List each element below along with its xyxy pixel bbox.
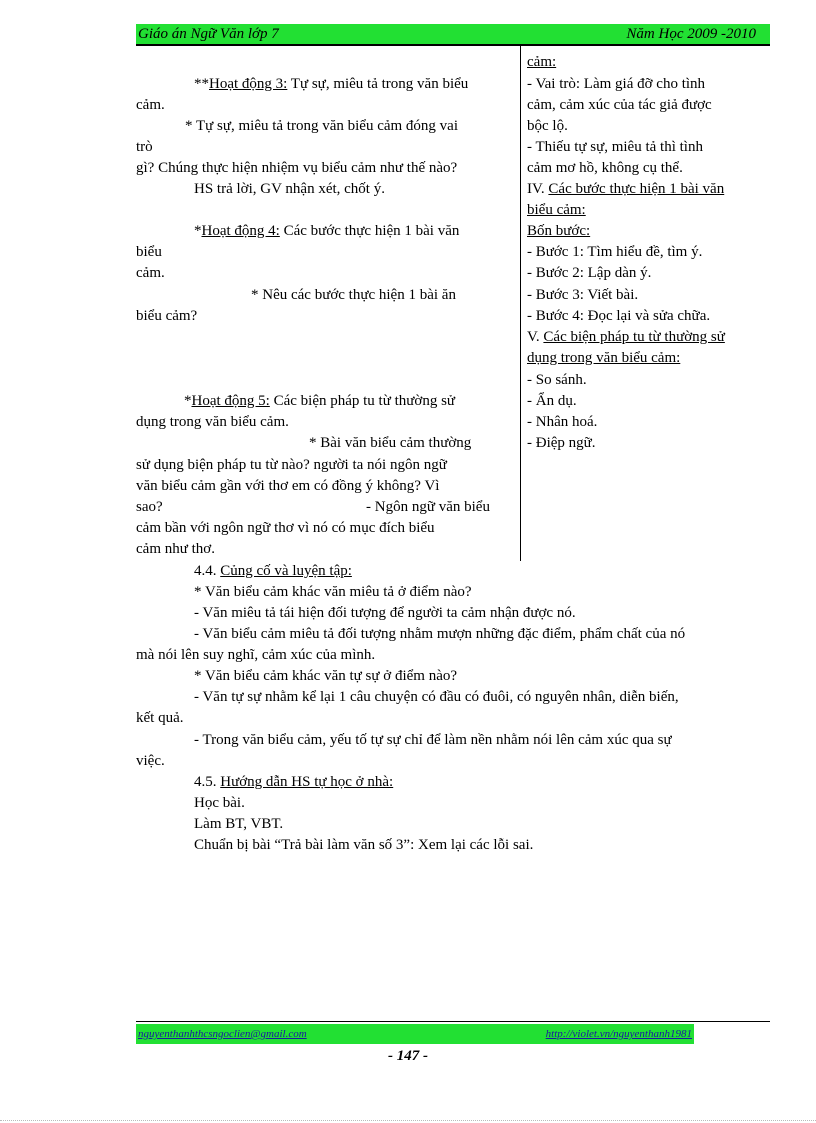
body-text-line: Làm BT, VBT. xyxy=(194,816,284,832)
left-text-line: cảm bần với ngôn ngữ thơ vì nó có mục đích biểu xyxy=(136,520,435,536)
right-text-line: - Bước 2: Lập dàn ý. xyxy=(527,265,652,281)
left-text-line: HS trả lời, GV nhận xét, chốt ý. xyxy=(194,181,385,197)
page-bottom-divider xyxy=(0,1120,816,1121)
right-text-line: - Ẩn dụ. xyxy=(527,393,577,409)
body-text-line: Chuẩn bị bài “Trả bài làm văn số 3”: Xem lại các lỗi sai. xyxy=(194,837,534,853)
body-text-line: kết quả. xyxy=(136,710,184,726)
column-divider xyxy=(520,46,521,561)
right-text-line: Bốn bước: xyxy=(527,223,591,239)
left-text-line: sao? xyxy=(136,499,163,515)
activity-4-heading: *Hoạt động 4: Các bước thực hiện 1 bài văn xyxy=(194,223,460,239)
left-text-line: sử dụng biện pháp tu từ nào? người ta nói ngôn ngữ xyxy=(136,457,447,473)
body-text-line: Học bài. xyxy=(194,795,245,811)
left-text-line: cảm. xyxy=(136,97,165,113)
right-text-line: cảm, cảm xúc của tác giả được xyxy=(527,97,712,113)
section-4-5-heading: 4.5. Hướng dẫn HS tự học ở nhà: xyxy=(194,774,394,790)
activity-5-heading: *Hoạt động 5: Các biện pháp tu từ thường sử xyxy=(184,393,456,409)
page-number: - 147 - xyxy=(388,1048,428,1064)
right-text-line: - Bước 4: Đọc lại và sửa chữa. xyxy=(527,308,711,324)
section-iv-heading: IV. Các bước thực hiện 1 bài văn xyxy=(527,181,725,197)
body-text-line: - Văn tự sự nhằm kể lại 1 câu chuyện có đầu có đuôi, có nguyên nhân, diễn biến, xyxy=(194,689,679,705)
body-text-line: * Văn biểu cảm khác văn miêu tả ở điểm nào? xyxy=(194,584,472,600)
footer-rule xyxy=(136,1021,770,1022)
left-text-line: biểu cảm? xyxy=(136,308,198,324)
left-text-line: trò xyxy=(136,139,153,155)
header-year: Năm Học 2009 -2010 xyxy=(626,26,756,42)
left-text-line: * Tự sự, miêu tả trong văn biểu cảm đóng vai xyxy=(185,118,459,134)
activity-3-heading: **Hoạt động 3: Tự sự, miêu tả trong văn biểu xyxy=(194,76,469,92)
page-header xyxy=(136,24,770,46)
body-text-line: mà nói lên suy nghĩ, cảm xúc của mình. xyxy=(136,647,376,663)
right-text-line: - Vai trò: Làm giá đỡ cho tình xyxy=(527,76,706,92)
left-text-line: cảm như thơ. xyxy=(136,541,215,557)
right-text-line: - Thiếu tự sự, miêu tả thì tình xyxy=(527,139,703,155)
right-text-line: cảm: xyxy=(527,54,557,70)
right-text-line: - Bước 1: Tìm hiểu đề, tìm ý. xyxy=(527,244,703,260)
right-text-line: - Bước 3: Viết bài. xyxy=(527,287,639,303)
right-text-line: bộc lộ. xyxy=(527,118,568,134)
right-text-line: biểu cảm: xyxy=(527,202,586,218)
section-v-heading: V. Các biện pháp tu từ thường sử xyxy=(527,329,725,345)
left-text-line: văn biểu cảm gần với thơ em có đồng ý không? Vì xyxy=(136,478,440,494)
section-4-4-heading: 4.4. Củng cố và luyện tập: xyxy=(194,563,352,579)
left-text-line: gì? Chúng thực hiện nhiệm vụ biểu cảm như thế nào? xyxy=(136,160,458,176)
left-text-line: dụng trong văn biểu cảm. xyxy=(136,414,289,430)
body-text-line: - Văn biểu cảm miêu tả đối tượng nhằm mượn những đặc điểm, phẩm chất của nó xyxy=(194,626,686,642)
right-text-line: - So sánh. xyxy=(527,372,587,388)
left-text-line: - Ngôn ngữ văn biểu xyxy=(366,499,490,515)
body-text-line: việc. xyxy=(136,753,165,769)
header-title: Giáo án Ngữ Văn lớp 7 xyxy=(138,26,279,42)
right-text-line: dụng trong văn biểu cảm: xyxy=(527,350,681,366)
left-text-line: biểu xyxy=(136,244,162,260)
right-text-line: - Nhân hoá. xyxy=(527,414,598,430)
left-text-line: cảm. xyxy=(136,265,165,281)
left-text-line: * Bài văn biểu cảm thường xyxy=(309,435,472,451)
body-text-line: * Văn biểu cảm khác văn tự sự ở điểm nào? xyxy=(194,668,458,684)
body-text-line: - Văn miêu tả tái hiện đối tượng để người ta cảm nhận được nó. xyxy=(194,605,576,621)
right-text-line: cảm mơ hồ, không cụ thể. xyxy=(527,160,683,176)
left-text-line: * Nêu các bước thực hiện 1 bài ăn xyxy=(251,287,456,303)
right-text-line: - Điệp ngữ. xyxy=(527,435,596,451)
footer-url-link[interactable]: http://violet.vn/nguyenthanh1981 xyxy=(545,1028,692,1040)
body-text-line: - Trong văn biểu cảm, yếu tố tự sự chỉ để làm nền nhằm nói lên cảm xúc qua sự xyxy=(194,732,672,748)
footer-email-link[interactable]: nguyenthanhthcsngoclien@gmail.com xyxy=(138,1028,307,1040)
page-footer xyxy=(136,1024,694,1044)
